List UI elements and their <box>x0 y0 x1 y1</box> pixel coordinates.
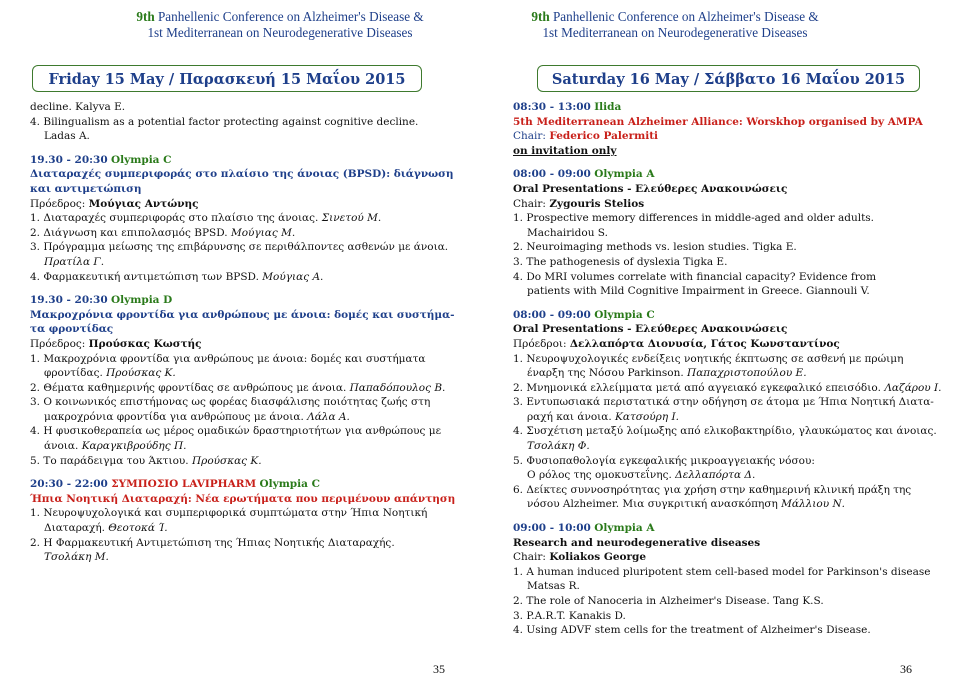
session-title: Research and neurodegenerative diseases <box>513 536 761 549</box>
talk-line: 2. Διάγνωση και επιπολασμός BPSD. Μούγιας Μ. <box>30 226 296 239</box>
session-title: Oral Presentations - Ελεύθερες Ανακοινώσεις <box>513 323 788 336</box>
chair-name: Zygouris Stelios <box>549 197 645 210</box>
talk-line: 2. The role of Nanoceria in Alzheimer's Disease. Tang K.S. <box>513 595 824 607</box>
page-number: 35 <box>433 662 445 676</box>
chair-name: Δελλαπόρτα Διονυσία, Γάτος Κωνσταντίνος <box>569 337 840 350</box>
chair-line: Πρόεδρος: Μούγιας Αντώνης <box>30 197 199 210</box>
session-time: 19.30 - 20:30 <box>30 294 108 307</box>
chair-line: Πρόεδροι: Δελλαπόρτα Διονυσία, Γάτος Κωνσταντίνος <box>513 337 840 350</box>
text-line: 4. Bilingualism as a potential factor protecting against cognitive decline. <box>30 115 419 128</box>
talk-author: Πρατίλα Γ. <box>44 255 105 268</box>
talk-line: ραχή και άνοια. Κατσούρη Ι. <box>527 410 679 423</box>
conf-edition: 9th <box>136 9 155 24</box>
conference-header <box>510 9 840 40</box>
talk-line: 4. Using ADVF stem cells for the treatment of Alzheimer's Disease. <box>513 624 871 637</box>
conf-edition: 9th <box>531 9 550 24</box>
session-time: 08:30 - 13:00 <box>513 101 591 113</box>
talk-line: 2. Θέματα καθημερινής φροντίδας σε ανθρώπους με άνοια. Παπαδόπουλος Β. <box>30 381 446 394</box>
talk-line: Διαταραχή. Θεοτοκά Ί. <box>44 522 168 535</box>
chair-name: Koliakos George <box>549 551 647 564</box>
talk-line: 6. Δείκτες συννοσηρότητας για χρήση στην καθημερινή κλινική πράξη της <box>513 483 912 496</box>
session-room: Olympia C <box>259 478 320 491</box>
talk-author: Matsas R. <box>527 580 580 593</box>
talk-line: 3. P.A.R.T. Kanakis D. <box>513 609 626 622</box>
talk-line: 2. Η Φαρμακευτική Αντιμετώπιση της Ήπιας Νοητικής Διαταραχής. <box>30 536 395 549</box>
talk-line: 3. Πρόγραμμα μείωσης της επιβάρυνσης σε περιθάλποντες ασθενών με άνοια. <box>30 241 449 254</box>
conference-header <box>115 9 445 40</box>
talk-line: 4. Φαρμακευτική αντιμετώπιση των BPSD. Μούγιας Α. <box>30 270 324 283</box>
session-header <box>513 100 933 115</box>
program-content <box>30 100 456 565</box>
session-title: Μακροχρόνια φροντίδα για ανθρώπους με άνοια: δομές και συστήμα- <box>30 308 455 321</box>
chair-line: Chair: Federico Palermiti <box>513 130 659 143</box>
text-line: decline. Kalyva E. <box>30 101 126 113</box>
talk-line: 2. Neuroimaging methods vs. lesion studies. Tigka E. <box>513 241 797 254</box>
talk-author: Machairidou S. <box>527 226 608 239</box>
talk-line: 5. Φυσιοπαθολογία εγκεφαλικής μικροαγγειακής νόσου: <box>513 454 815 467</box>
talk-line: φροντίδας. Προύσκας Κ. <box>44 367 176 380</box>
day-title: Friday 15 May / Παρασκευή 15 Μαΐου 2015 <box>32 65 422 92</box>
talk-author: Τσολάκη Φ. <box>527 440 590 453</box>
conf-title-line2: 1st Mediterranean on Neurodegenerative Diseases <box>147 24 413 40</box>
talk-line: 1. Διαταραχές συμπεριφοράς στο πλαίσιο της άνοιας. Σινετού Μ. <box>30 212 382 225</box>
chair-name: Προύσκας Κωστής <box>88 337 202 350</box>
talk-line: άνοια. Καραγκιβρούδης Π. <box>44 440 187 453</box>
session-title: Ήπια Νοητική Διαταραχή: Νέα ερωτήματα που περιμένουν απάντηση <box>30 492 456 505</box>
session-header <box>513 167 933 182</box>
session-header <box>30 153 450 168</box>
session-room: Olympia D <box>111 294 173 307</box>
talk-line: 4. Η φυσικοθεραπεία ως μέρος ομαδικών δραστηριοτήτων για ανθρώπους με <box>30 425 442 438</box>
conf-title-line2: 1st Mediterranean on Neurodegenerative Diseases <box>542 24 808 40</box>
session-room: Ilida <box>594 101 622 113</box>
talk-line: 1. A human induced pluripotent stem cell-based model for Parkinson's disease <box>513 565 931 578</box>
talk-line: Ο ρόλος της ομοκυστεΐνης. Δελλαπόρτα Δ. <box>527 469 756 482</box>
session-header <box>30 477 450 492</box>
talk-line: έναρξη της Νόσου Parkinson. Παπαχριστοπούλου Ε. <box>527 367 807 380</box>
text-line: Ladas A. <box>44 130 90 143</box>
session-time: 09:00 - 10:00 <box>513 522 591 535</box>
session-time: 19.30 - 20:30 <box>30 153 108 166</box>
talk-line: 3. Ο κοινωνικός επιστήμονας ως φορέας διασφάλισης ποιότητας ζωής στη <box>30 396 431 409</box>
session-header <box>30 293 450 308</box>
session-header <box>513 521 933 536</box>
chair-line: Πρόεδρος: Προύσκας Κωστής <box>30 337 202 350</box>
session-time: 20:30 - 22:00 <box>30 478 108 491</box>
talk-author: Τσολάκη Μ. <box>44 551 109 564</box>
talk-line: 3. The pathogenesis of dyslexia Tigka E. <box>513 255 728 268</box>
chair-name: Federico Palermiti <box>549 130 659 143</box>
talk-line: 1. Νευροψυχολογικά και συμπεριφορικά συμπτώματα στην Ήπια Νοητική <box>30 507 428 520</box>
talk-line: patients with Mild Cognitive Impairment in Greece. Giannouli V. <box>527 285 870 298</box>
talk-line: 5. Το παράδειγμα του Άκτιου. Προύσκας Κ. <box>30 454 262 467</box>
talk-line: νόσου Alzheimer. Μια συγκριτική ανασκόπηση Μάλλιου Ν. <box>527 498 845 511</box>
talk-line: μακροχρόνια φροντίδα για ανθρώπους με άνοια. Λάλα Α. <box>44 410 350 423</box>
session-title: 5th Mediterranean Alzheimer Alliance: Worskhop organised by AMPA <box>513 115 923 128</box>
talk-line: 4. Συσχέτιση μεταξύ λοίμωξης από ελικοβακτηρίδιο, γλαυκώματος και άνοιας. <box>513 425 937 438</box>
program-content <box>513 100 942 638</box>
session-title: Διαταραχές συμπεριφοράς στο πλαίσιο της άνοιας (BPSD): διάγνωση <box>30 168 454 181</box>
session-title: και αντιμετώπιση <box>30 182 142 195</box>
chair-line: Chair: Koliakos George <box>513 551 647 564</box>
session-time: 08:00 - 09:00 <box>513 168 591 181</box>
session-header <box>513 308 933 323</box>
session-room: Olympia A <box>594 522 655 535</box>
page-right <box>480 0 960 677</box>
page-number: 36 <box>900 662 912 676</box>
session-title: τα φροντίδας <box>30 323 114 336</box>
session-room: Olympia A <box>594 168 655 181</box>
talk-line: 3. Εντυπωσιακά περιστατικά στην οδήγηση σε άτομα με Ήπια Νοητική Διατα- <box>513 396 934 409</box>
talk-line: 4. Do MRI volumes correlate with financial capacity? Evidence from <box>513 270 877 283</box>
chair-line: Chair: Zygouris Stelios <box>513 197 645 210</box>
session-room: Olympia C <box>594 308 655 321</box>
conf-title-line1: Panhellenic Conference on Alzheimer's Disease & <box>157 9 424 24</box>
chair-name: Μούγιας Αντώνης <box>88 197 199 210</box>
talk-line: 1. Prospective memory differences in middle-aged and older adults. <box>513 212 875 225</box>
talk-line: 1. Νευροψυχολογικές ενδείξεις νοητικής έκπτωσης σε ασθενή με πρώιμη <box>513 352 904 365</box>
talk-line: 2. Μνημονικά ελλείμματα μετά από αγγειακό εγκεφαλικό επεισόδιο. Λαζάρου Ι. <box>513 381 942 394</box>
symposium-label: ΣΥΜΠΟΣΙΟ LAVIPHARM <box>111 478 257 491</box>
session-time: 08:00 - 09:00 <box>513 308 591 321</box>
talk-line: 1. Μακροχρόνια φροντίδα για ανθρώπους με άνοια: δομές και συστήματα <box>30 352 426 365</box>
session-title: Oral Presentations - Ελεύθερες Ανακοινώσεις <box>513 182 788 195</box>
conf-title-line1: Panhellenic Conference on Alzheimer's Disease & <box>552 9 819 24</box>
session-room: Olympia C <box>111 153 172 166</box>
day-title: Saturday 16 May / Σάββατο 16 Μαΐου 2015 <box>537 65 920 92</box>
invitation-note: on invitation only <box>513 144 617 157</box>
